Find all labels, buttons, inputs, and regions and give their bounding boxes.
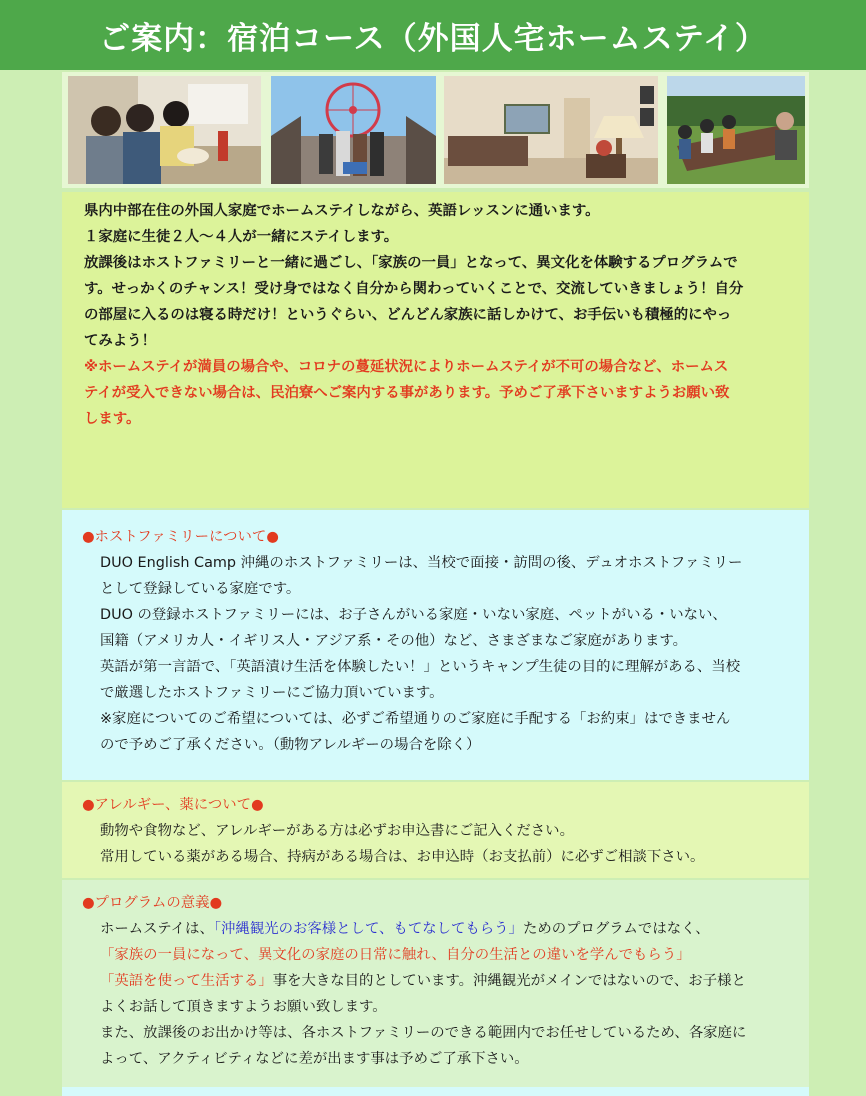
meaning-line: よくお話して頂きますようお願い致します。 <box>100 999 387 1015</box>
host-family-line: DUO English Camp 沖縄のホストファミリーは、当校で面接・訪問の後、デュオホストファミリー <box>100 555 743 571</box>
meaning-line: よって、アクティビティなどに差が出ます事は予めご了承下さい。 <box>100 1051 529 1067</box>
intro-line: １家庭に生徒２人～４人が一緒にステイします。 <box>84 229 399 245</box>
intro-notice-line: テイが受入できない場合は、民泊寮へご案内する事があります。予めご了承下さいますようお願い致 <box>84 385 730 401</box>
intro-line: 県内中部在住の外国人家庭でホームステイしながら、英語レッスンに通います。 <box>84 203 600 219</box>
meaning-line: また、放課後のお出かけ等は、各ホストファミリーのできる範囲内でお任せしているため、各家庭に <box>100 1025 747 1041</box>
intro-line: てみよう！ <box>84 333 156 349</box>
intro-line: の部屋に入るのは寝る時だけ！というぐらい、どんどん家族に話しかけて、お手伝いも積極的にやっ <box>84 307 732 323</box>
host-family-line: で厳選したホストファミリーにご協力頂いています。 <box>100 685 444 701</box>
next-section-edge <box>62 1087 809 1096</box>
photo-outdoor-picnic <box>667 76 805 184</box>
main-content <box>62 72 809 1067</box>
host-family-line: として登録している家庭です。 <box>100 581 301 597</box>
meaning-suffix: 事を大きな目的としています。沖縄観光がメインではないので、お子様と <box>272 973 746 989</box>
meaning-line <box>100 968 795 994</box>
photo-living-room <box>444 76 658 184</box>
intro-notice-line: ※ホームステイが満員の場合や、コロナの蔓延状況によりホームステイが不可の場合など、ホームス <box>84 359 729 375</box>
host-family-line: 国籍（アメリカ人・イギリス人・アジア系・その他）など、さまざまなご家庭があります。 <box>100 633 687 649</box>
intro-line: 放課後はホストファミリーと一緒に過ごし、「家族の一員」となって、異文化を体験するプログラムで <box>84 255 738 271</box>
allergy-section <box>62 782 809 878</box>
allergy-heading: ●アレルギー、薬について● <box>82 797 264 813</box>
program-meaning-heading: ●プログラムの意義● <box>82 895 223 911</box>
intro-notice-line: します。 <box>84 411 141 427</box>
meaning-blue-quote: 「沖縄観光のお客様として、もてなしてもらう」 <box>213 921 523 937</box>
program-meaning-section <box>62 880 809 1096</box>
photo-strip <box>62 72 809 188</box>
host-family-section <box>62 510 809 780</box>
meaning-suffix: ためのプログラムではなく、 <box>522 921 710 937</box>
meaning-red-quote: 「英語を使って生活する」 <box>100 973 273 989</box>
host-family-line: 英語が第一言語で、「英語漬け生活を体験したい！」というキャンプ生徒の目的に理解がある、当校 <box>100 659 741 675</box>
meaning-red-quote: 「家族の一員になって、異文化の家庭の日常に触れ、自分の生活との違いを学んでもらう」 <box>100 947 691 963</box>
intro-line: す。せっかくのチャンス！受け身ではなく自分から関わっていくことで、交流していきましょう！自分 <box>84 281 744 297</box>
meaning-line <box>100 916 795 942</box>
photo-ferris-wheel-group <box>271 76 436 184</box>
photo-kitchen-cooking <box>68 76 261 184</box>
host-family-heading: ●ホストファミリーについて● <box>82 529 279 545</box>
intro-section <box>62 192 809 508</box>
host-family-line: ので予めご了承ください。（動物アレルギーの場合を除く） <box>100 737 481 753</box>
host-family-line: DUO の登録ホストファミリーには、お子さんがいる家庭・いない家庭、ペットがいる・いない、 <box>100 607 727 623</box>
allergy-line: 動物や食物など、アレルギーがある方は必ずお申込書にご記入ください。 <box>100 823 574 839</box>
host-family-line: ※家庭についてのご希望については、必ずご希望通りのご家庭に手配する「お約束」はできません <box>100 711 731 727</box>
meaning-prefix: ホームステイは、 <box>100 921 214 937</box>
page-header <box>0 0 866 70</box>
allergy-line: 常用している薬がある場合、持病がある場合は、お申込時（お支払前）に必ずご相談下さい。 <box>100 849 705 865</box>
page-title: ご案内：宿泊コース（外国人宅ホームステイ） <box>99 20 767 57</box>
